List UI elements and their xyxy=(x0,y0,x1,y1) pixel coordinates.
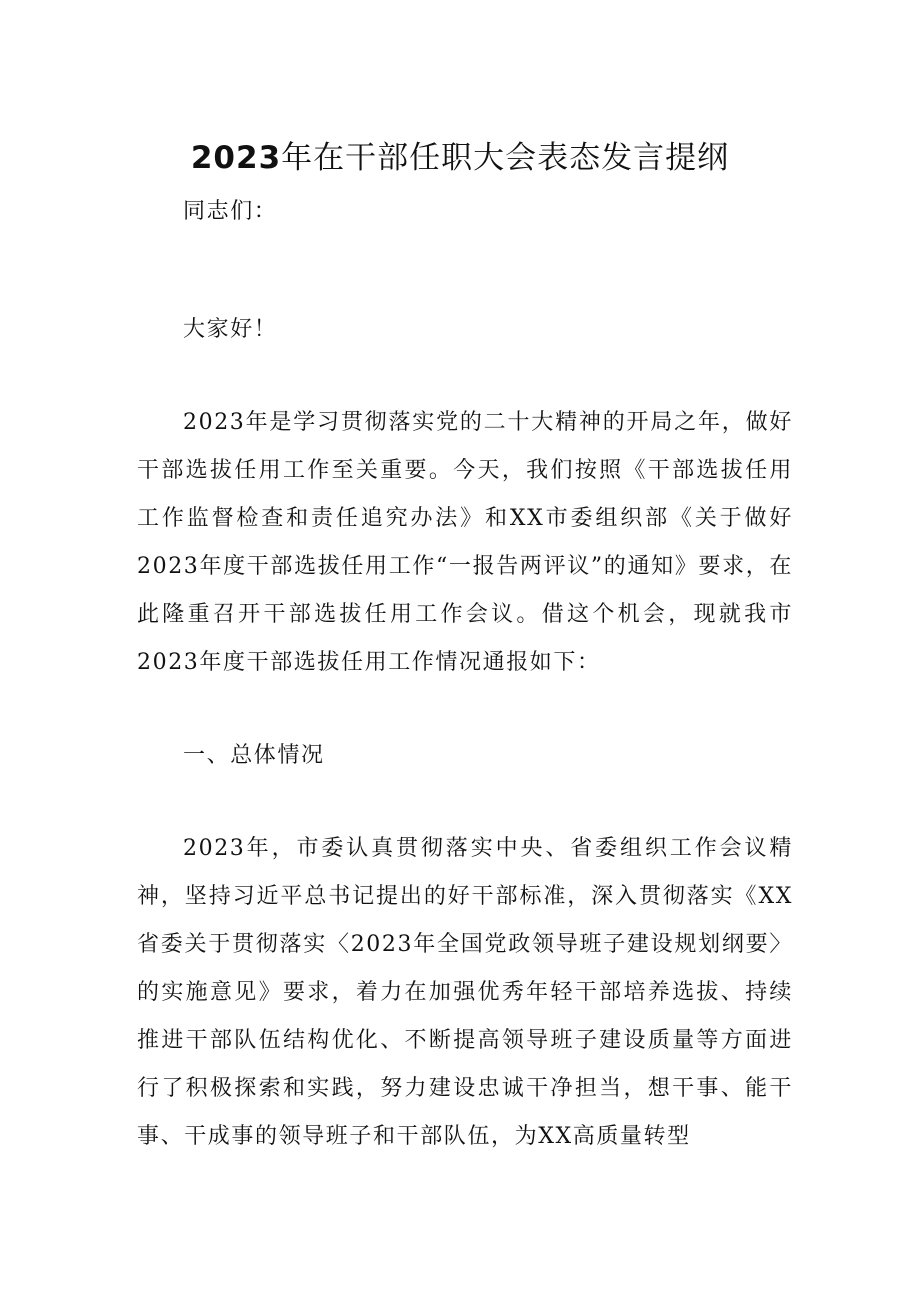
hello-line: 大家好！ xyxy=(183,317,278,342)
document-title xyxy=(0,136,920,180)
overview-paragraph: 2023年，市委认真贯彻落实中央、省委组织工作会议精神，坚持习近平总书记提出的好干部标准，深入贯彻落实《XX省委关于贯彻落实〈2023年全国党政领导班子建设规划纲要〉的实施意见》要求，着力在加强优秀年轻干部培养选拔、持续推进干部队伍结构优化、不断提高领导班子建设质量等方面进行了积极探索和实践，努力建设忠诚干净担当，想干事、能干事、干成事的领导班子和干部队伍，为XX高质量转型 xyxy=(137,836,793,1149)
greeting-line: 同志们： xyxy=(183,199,278,224)
intro-paragraph: 2023年是学习贯彻落实党的二十大精神的开局之年，做好干部选拔任用工作至关重要。今天，我们按照《干部选拔任用工作监督检查和责任追究办法》和XX市委组织部《关于做好2023年度干部选拔任用工作“一报告两评议”的通知》要求，在此隆重召开干部选拔任用工作会议。借这个机会，现就我市2023年度干部选拔任用工作情况通报如下： xyxy=(137,410,793,675)
title-text: 年在干部任职大会表态发言提纲 xyxy=(281,140,730,176)
section-heading: 一、总体情况 xyxy=(183,743,325,768)
title-year: 2023 xyxy=(190,140,282,176)
